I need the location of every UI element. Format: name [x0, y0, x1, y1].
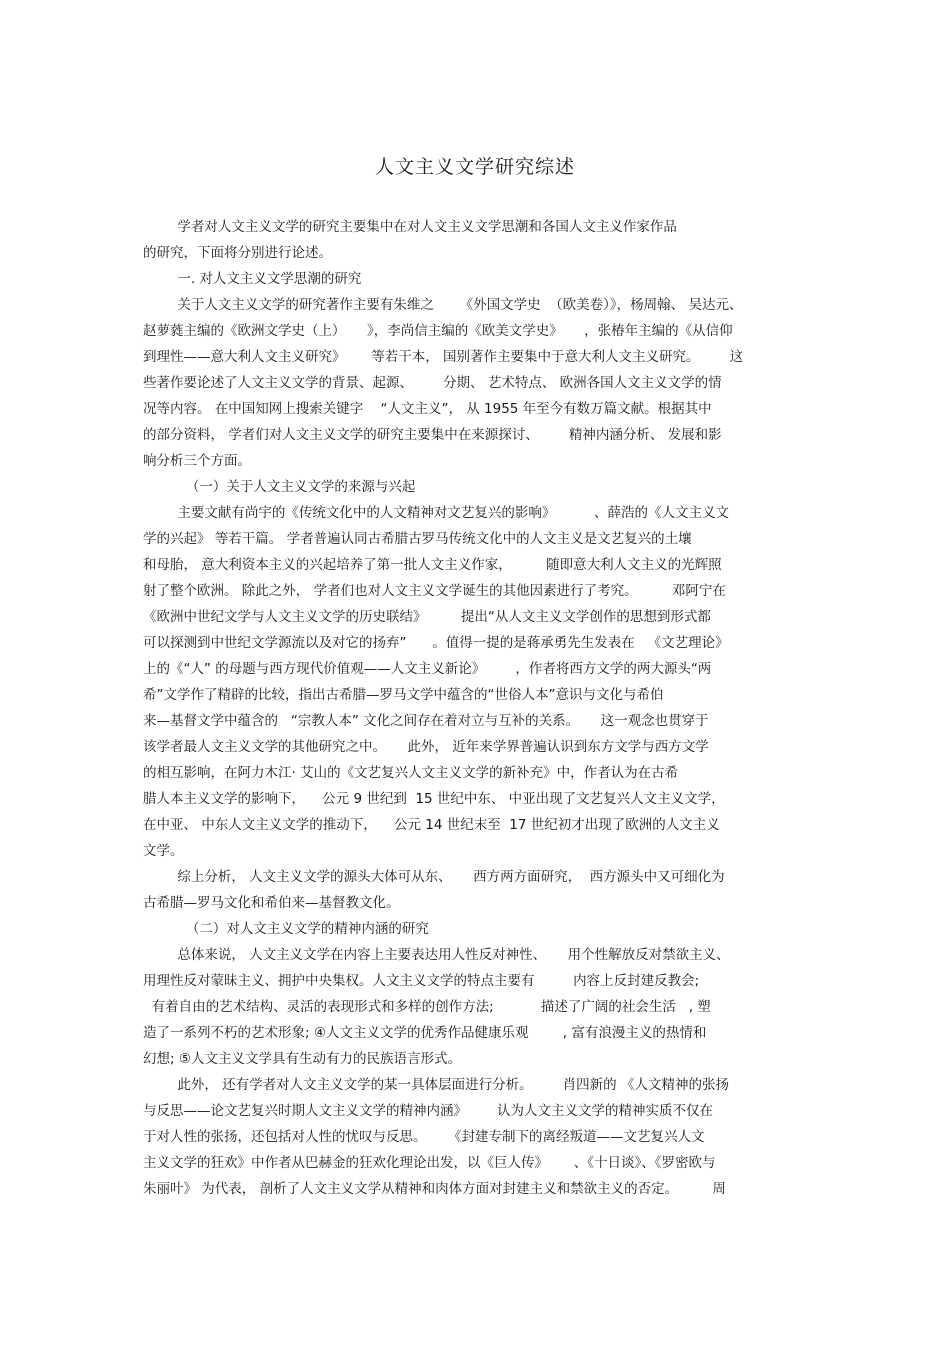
text-line: 来—基督文学中蕴含的 “宗教人本” 文化之间存在着对立与互补的关系。 这一观念也贯穿于: [143, 713, 709, 729]
text-line: 些著作要论述了人文主义文学的背景、起源、 分期、 艺术特点、 欧洲各国人文主义文学的情: [143, 375, 722, 391]
text-line: 上的《“人” 的母题与西方现代价值观——人文主义新论》 ，作者将西方文学的两大源头“两: [143, 661, 712, 677]
text-line: 朱丽叶》 为代表， 剖析了人文主义文学从精神和肉体方面对封建主义和禁欲主义的否定。 周: [143, 1181, 726, 1197]
text-line: 用理性反对蒙昧主义、拥护中央集权。人文主义文学的特点主要有 内容上反封建反教会;: [143, 973, 700, 989]
text-line: 幻想; ⑤人文主义文学具有生动有力的民族语言形式。: [143, 1051, 461, 1067]
text-line: 学者对人文主义文学的研究主要集中在对人文主义文学思潮和各国人文主义作家作品: [143, 219, 677, 235]
text-line: 主要文献有尚宇的《传统文化中的人文精神对文艺复兴的影响》 、薛浩的《人文主义文: [143, 505, 729, 521]
text-line: 关于人文主义文学的研究著作主要有朱维之 《外国文学史 （欧美卷）》，杨周翰、 吴达元、: [143, 297, 743, 313]
text-line: 腊人本主义文学的影响下， 公元 9 世纪到 15 世纪中东、 中亚出现了文艺复兴人文主义文学，: [143, 791, 725, 807]
text-line: 希”文学作了精辟的比较，指出古希腊—罗马文学中蕴含的“世俗人本”意识与文化与希伯: [143, 687, 664, 703]
text-line: 造了一系列不朽的艺术形象; ④人文主义文学的优秀作品健康乐观 , 富有浪漫主义的热情和: [143, 1025, 707, 1041]
text-line: 《欧洲中世纪文学与人文主义文学的历史联结》 提出“从人文主义文学创作的思想到形式都: [143, 609, 711, 625]
text-line: 响分析三个方面。: [143, 453, 251, 469]
text-line: 一. 对人文主义文学思潮的研究: [143, 271, 362, 287]
text-line: 的研究，下面将分别进行论述。: [143, 245, 332, 261]
text-line: 与反思——论文艺复兴时期人文主义文学的精神内涵》 认为人文主义文学的精神实质不仅在: [143, 1103, 714, 1119]
text-line: 总体来说， 人文主义文学在内容上主要表达用人性反对神性、 用个性解放反对禁欲主义、: [143, 947, 730, 963]
text-line: 该学者最人文主义文学的其他研究之中。 此外， 近年来学界普遍认识到东方文学与西方文学: [143, 739, 709, 755]
text-line: 赵萝蕤主编的《欧洲文学史（上） 》，李尚信主编的《欧美文学史》 ，张椿年主编的《从信仰: [143, 323, 733, 339]
text-line: 综上分析， 人文主义文学的源头大体可从东、 西方两方面研究， 西方源头中又可细化为: [143, 869, 725, 885]
text-line: 古希腊—罗马文化和希伯来—基督教文化。: [143, 895, 400, 911]
text-line: 主义文学的狂欢》中作者从巴赫金的狂欢化理论出发，以《巨人传》 、《十日谈》、《罗密欧与: [143, 1155, 716, 1171]
text-line: 有着自由的艺术结构、灵活的表现形式和多样的创作方法; 描述了广阔的社会生活 , 塑: [143, 999, 711, 1015]
document-body: [143, 214, 815, 1202]
text-line: 况等内容。 在中国知网上搜索关键字 “人文主义”， 从 1955 年至今有数万篇文献。根据其中: [143, 401, 712, 417]
text-line: 学的兴起》 等若干篇。 学者普遍认同古希腊古罗马传统文化中的人文主义是文艺复兴的土壤: [143, 531, 692, 547]
text-line: 的部分资料， 学者们对人文主义文学的研究主要集中在来源探讨、 精神内涵分析、 发展和影: [143, 427, 722, 443]
text-line: 在中亚、 中东人文主义文学的推动下， 公元 14 世纪末至 17 世纪初才出现了欧洲的人文主义: [143, 817, 720, 833]
text-line: 可以探测到中世纪文学源流以及对它的扬弃” 。值得一提的是蒋承勇先生发表在 《文艺理论》: [143, 635, 729, 651]
text-line: 射了整个欧洲。 除此之外， 学者们也对人文主义文学诞生的其他因素进行了考究。 邓阿宁在: [143, 583, 726, 599]
text-line: 此外， 还有学者对人文主义文学的某一具体层面进行分析。 肖四新的 《人文精神的张扬: [143, 1077, 729, 1093]
text-line: 于对人性的张扬，还包括对人性的忧叹与反思。 《封建专制下的离经叛道——文艺复兴人文: [143, 1129, 705, 1145]
text-line: 文学。: [143, 843, 184, 859]
text-line: 的相互影响，在阿力木江· 艾山的《文艺复兴人文主义文学的新补充》中，作者认为在古希: [143, 765, 679, 781]
text-line: 和母胎， 意大利资本主义的兴起培养了第一批人文主义作家， 随即意大利人文主义的光辉照: [143, 557, 722, 573]
text-line: （一）关于人文主义文学的来源与兴起: [143, 479, 416, 495]
document-title: 人文主义文学研究综述: [374, 156, 575, 178]
text-line: （二）对人文主义文学的精神内涵的研究: [143, 921, 429, 937]
text-line: 到理性——意大利人文主义研究》 等若干本， 国别著作主要集中于意大利人文主义研究。 这: [143, 349, 744, 365]
